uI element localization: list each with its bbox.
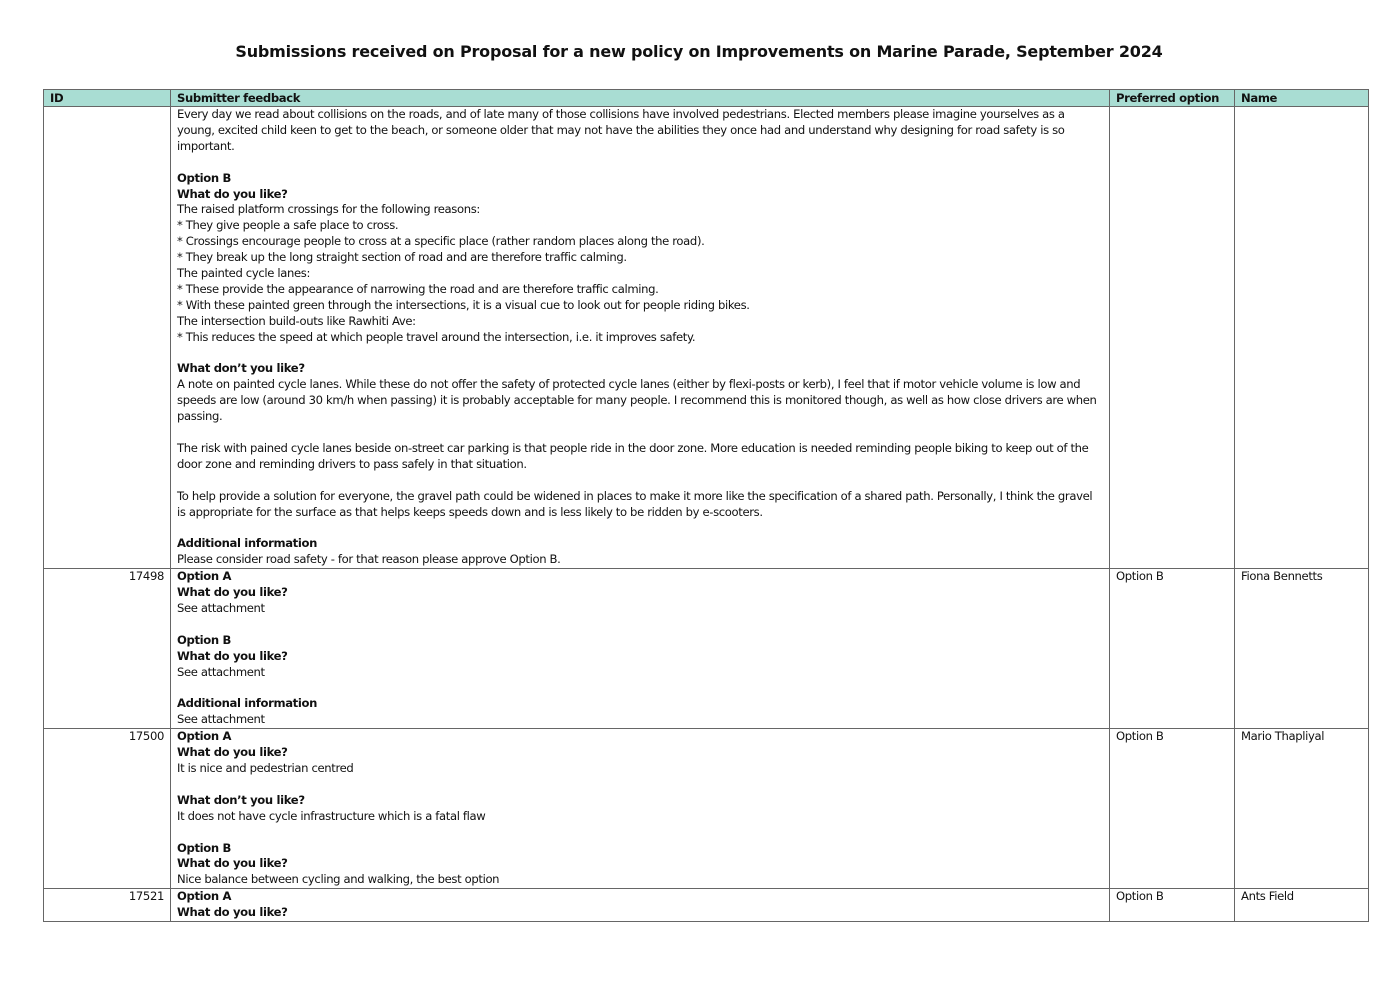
feedback-text: * This reduces the speed at which people travel around the intersection, i.e. it improves safety. — [177, 329, 696, 344]
feedback-spacer — [177, 777, 1103, 793]
table-body — [44, 107, 1369, 922]
feedback-text: * They give people a safe place to cross. — [177, 218, 399, 233]
submitter-feedback-cell — [171, 729, 1110, 889]
feedback-text: See attachment — [177, 712, 265, 727]
feedback-spacer — [177, 617, 1103, 633]
submitter-name-cell: Fiona Bennetts — [1235, 569, 1369, 729]
feedback-heading: What do you like? — [177, 585, 288, 600]
feedback-heading: Option A — [177, 889, 232, 904]
submitter-name-cell: Mario Thapliyal — [1235, 729, 1369, 889]
feedback-text: * These provide the appearance of narrowing the road and are therefore traffic calming. — [177, 281, 659, 296]
feedback-text: Please consider road safety - for that reason please approve Option B. — [177, 552, 561, 567]
feedback-text: * Crossings encourage people to cross at a specific place (rather random places along the road). — [177, 234, 705, 249]
feedback-spacer — [177, 346, 1103, 362]
feedback-heading: Option B — [177, 170, 231, 185]
feedback-spacer — [177, 425, 1103, 441]
feedback-heading: Option B — [177, 632, 231, 647]
submission-id-cell — [44, 107, 171, 569]
table-row — [44, 569, 1369, 729]
table-row — [44, 889, 1369, 922]
feedback-spacer — [177, 825, 1103, 841]
preferred-option-cell: Option B — [1110, 569, 1235, 729]
feedback-spacer — [177, 521, 1103, 537]
submission-id-cell: 17521 — [44, 889, 171, 922]
feedback-text: A note on painted cycle lanes. While these do not offer the safety of protected cycle lanes (either by flexi-posts or kerb), I feel that if motor vehicle volume is low and speeds are low (around 30 km/h when passing) it is probably acceptable for many people. I recommend this is monitored though, as well as how close drivers are when passing. — [177, 377, 1100, 424]
feedback-heading: What don’t you like? — [177, 361, 305, 376]
feedback-heading: What do you like? — [177, 856, 288, 871]
submitter-feedback-cell — [171, 569, 1110, 729]
submitter-feedback-cell — [171, 889, 1110, 922]
feedback-spacer — [177, 473, 1103, 489]
feedback-text: It does not have cycle infrastructure which is a fatal flaw — [177, 808, 486, 823]
preferred-option-cell — [1110, 107, 1235, 569]
feedback-heading: Option A — [177, 729, 232, 744]
feedback-heading: What do you like? — [177, 905, 288, 920]
feedback-heading: Additional information — [177, 536, 318, 551]
preferred-option-cell: Option B — [1110, 729, 1235, 889]
preferred-option-cell: Option B — [1110, 889, 1235, 922]
submitter-feedback-cell — [171, 107, 1110, 569]
submitter-name-cell: Ants Field — [1235, 889, 1369, 922]
page-title: Submissions received on Proposal for a new policy on Improvements on Marine Parade, September 2024 — [235, 42, 1163, 61]
feedback-heading: Option A — [177, 569, 232, 584]
feedback-text: See attachment — [177, 664, 265, 679]
feedback-text: To help provide a solution for everyone, the gravel path could be widened in places to make it more like the specification of a shared path. Personally, I think the gravel is appropriate for the surface as that helps keeps speeds down and is less likely to be ridden by e-scooters. — [177, 488, 1096, 519]
feedback-heading: What do you like? — [177, 186, 288, 201]
submission-id-cell: 17498 — [44, 569, 171, 729]
feedback-text: * They break up the long straight section of road and are therefore traffic calming. — [177, 250, 627, 265]
column-header-feedback: Submitter feedback — [171, 90, 1110, 107]
submission-id-cell: 17500 — [44, 729, 171, 889]
column-header-id: ID — [44, 90, 171, 107]
feedback-text: * With these painted green through the intersections, it is a visual cue to look out for people riding bikes. — [177, 297, 750, 312]
feedback-spacer — [177, 155, 1103, 171]
column-header-preferred-option: Preferred option — [1110, 90, 1235, 107]
feedback-heading: What don’t you like? — [177, 792, 305, 807]
feedback-text: Every day we read about collisions on the roads, and of late many of those collisions have involved pedestrians. Elected members please imagine yourselves as a young, excited child keen to get to the beach, or someone older that may not have the abilities they once had and understand why designing for road safety is so important. — [177, 107, 1069, 153]
feedback-heading: What do you like? — [177, 745, 288, 760]
feedback-heading: Additional information — [177, 696, 318, 711]
feedback-heading: What do you like? — [177, 648, 288, 663]
feedback-text: The raised platform crossings for the following reasons: — [177, 202, 480, 217]
feedback-spacer — [177, 681, 1103, 697]
submitter-name-cell — [1235, 107, 1369, 569]
feedback-text: It is nice and pedestrian centred — [177, 761, 354, 776]
table-row — [44, 107, 1369, 569]
submissions-table — [43, 89, 1369, 922]
feedback-text: Nice balance between cycling and walking, the best option — [177, 872, 500, 887]
table-header-row — [44, 90, 1369, 107]
feedback-text: See attachment — [177, 601, 265, 616]
feedback-text: The risk with pained cycle lanes beside on-street car parking is that people ride in the door zone. More education is needed reminding people biking to keep out of the door zone and reminding drivers to pass safely in that situation. — [177, 440, 1092, 471]
feedback-heading: Option B — [177, 840, 231, 855]
feedback-text: The painted cycle lanes: — [177, 266, 311, 281]
column-header-name: Name — [1235, 90, 1369, 107]
feedback-text: The intersection build-outs like Rawhiti Ave: — [177, 313, 416, 328]
table-row — [44, 729, 1369, 889]
